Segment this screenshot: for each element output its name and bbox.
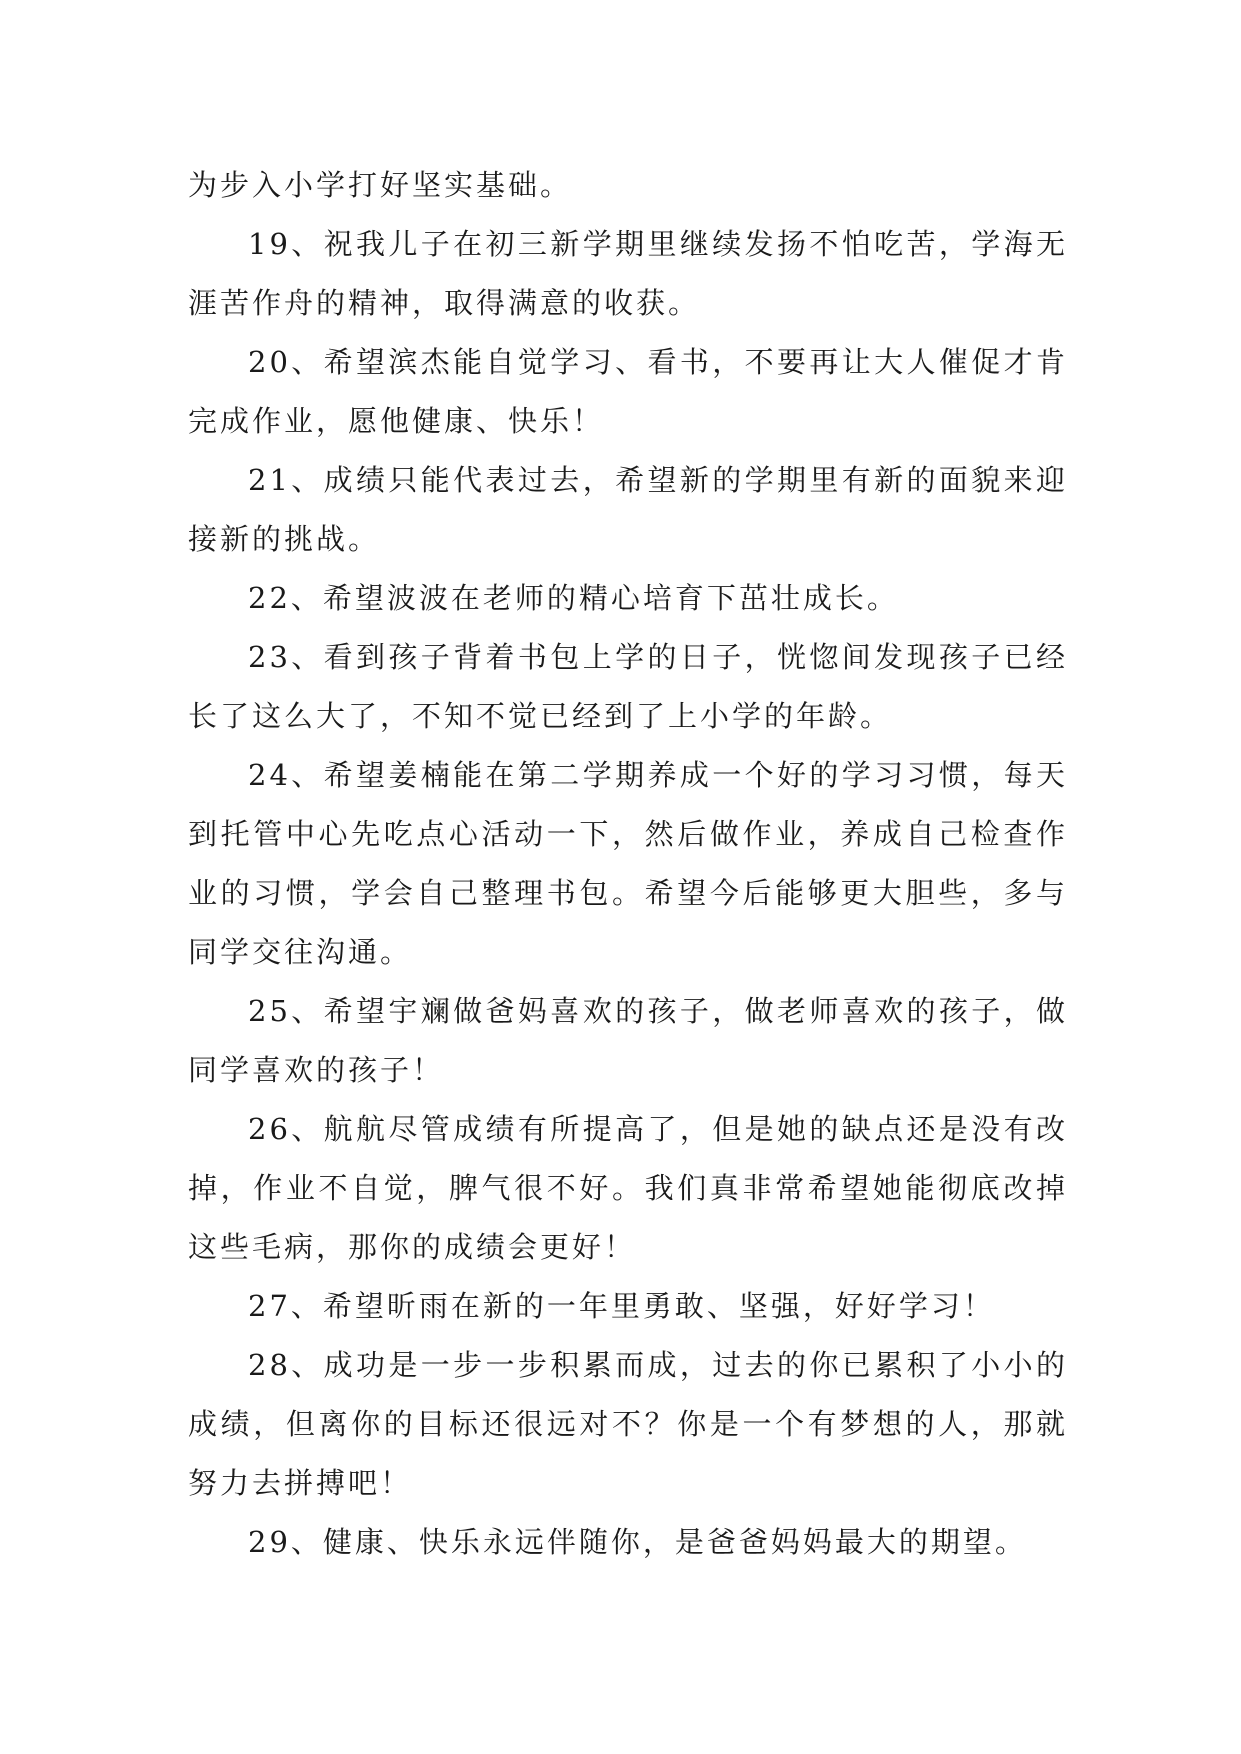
paragraph-27: 27、希望昕雨在新的一年里勇敢、坚强，好好学习！: [248, 1289, 995, 1323]
paragraph-24: 24、希望姜楠能在第二学期养成一个好的学习习惯，每天到托管中心先吃点心活动一下，然后做作业，养成自己检查作业的习惯，学会自己整理书包。希望今后能够更大胆些，多与同学交往沟通。: [188, 758, 1068, 969]
paragraph-29: 29、健康、快乐永远伴随你，是爸爸妈妈最大的期望。: [248, 1525, 1027, 1559]
paragraph-20: 20、希望滨杰能自觉学习、看书，不要再让大人催促才肯完成作业，愿他健康、快乐！: [188, 345, 1068, 438]
paragraph-21: 21、成绩只能代表过去，希望新的学期里有新的面貌来迎接新的挑战。: [188, 463, 1068, 556]
paragraph-continuation: 为步入小学打好坚实基础。: [188, 168, 573, 202]
paragraph-19: 19、祝我儿子在初三新学期里继续发扬不怕吃苦，学海无涯苦作舟的精神，取得满意的收获。: [188, 227, 1068, 320]
paragraph-28: 28、成功是一步一步积累而成，过去的你已累积了小小的成绩，但离你的目标还很远对不？你是一个有梦想的人，那就努力去拼搏吧！: [188, 1348, 1068, 1500]
document-body: [188, 156, 1068, 1572]
paragraph-25: 25、希望宇斓做爸妈喜欢的孩子，做老师喜欢的孩子，做同学喜欢的孩子！: [188, 994, 1068, 1087]
paragraph-22: 22、希望波波在老师的精心培育下茁壮成长。: [248, 581, 899, 615]
paragraph-23: 23、看到孩子背着书包上学的日子，恍惚间发现孩子已经长了这么大了，不知不觉已经到了上小学的年龄。: [188, 640, 1068, 733]
paragraph-26: 26、航航尽管成绩有所提高了，但是她的缺点还是没有改掉，作业不自觉，脾气很不好。我们真非常希望她能彻底改掉这些毛病，那你的成绩会更好！: [188, 1112, 1068, 1264]
